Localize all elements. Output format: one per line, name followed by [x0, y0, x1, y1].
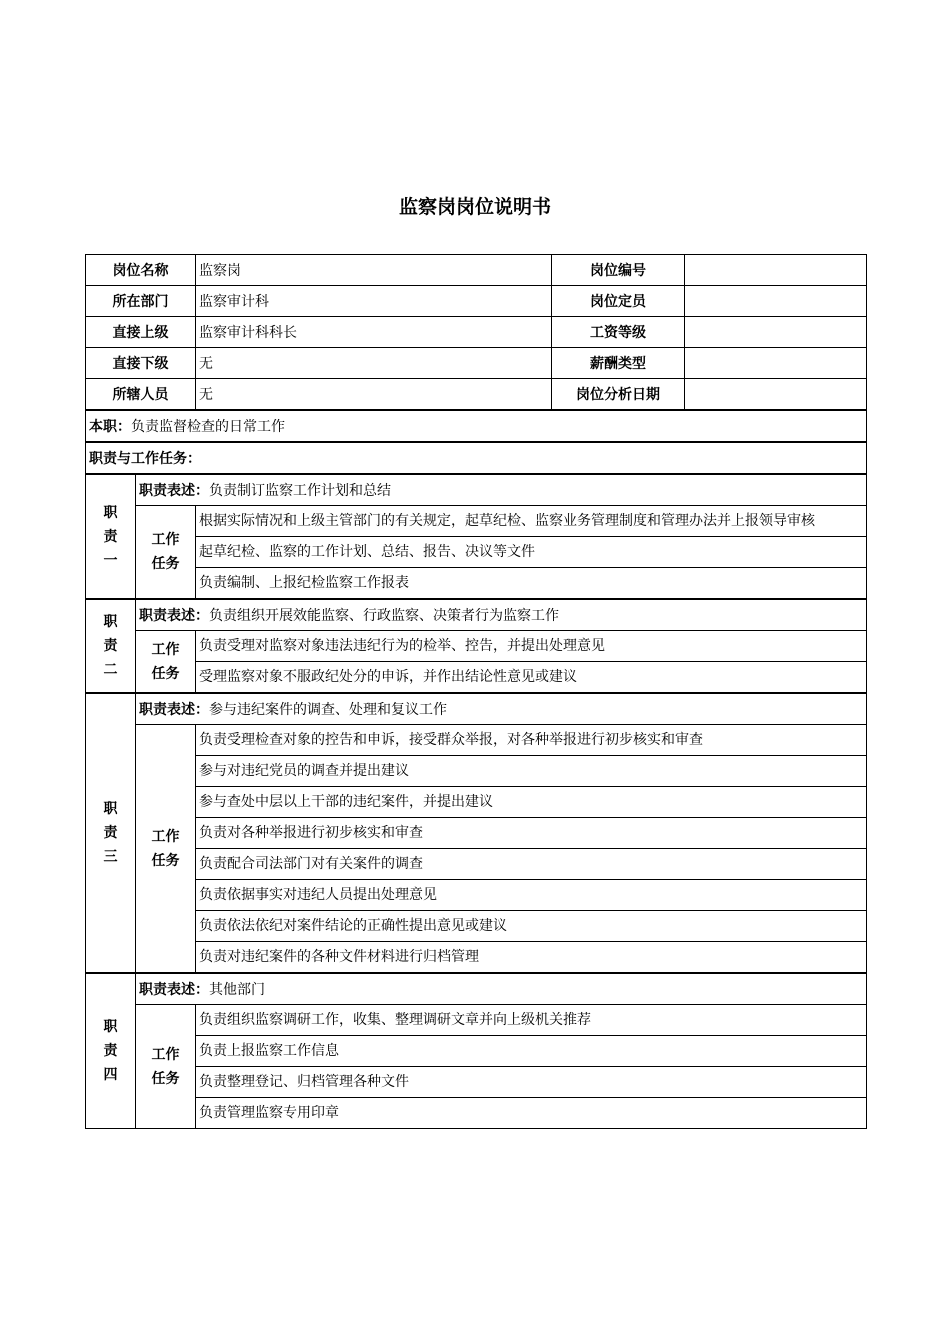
- duty-statement: [136, 474, 867, 506]
- info-value: [685, 348, 867, 379]
- task-item: 负责受理对监察对象违法违纪行为的检举、控告，并提出处理意见: [196, 631, 867, 662]
- task-item: 参与查处中层以上干部的违纪案件，并提出建议: [196, 787, 867, 818]
- info-value: 监察审计科: [196, 286, 552, 317]
- task-item: 负责受理检查对象的控告和申诉，接受群众举报，对各种举报进行初步核实和审查: [196, 725, 867, 756]
- duty-name-char: 职: [103, 1019, 118, 1035]
- info-value: [685, 317, 867, 348]
- info-value: 无: [196, 348, 552, 379]
- duties-header: 职责与工作任务：: [86, 442, 867, 474]
- info-value: 监察岗: [196, 255, 552, 286]
- task-label-line: 工作: [151, 532, 180, 548]
- task-item: 根据实际情况和上级主管部门的有关规定，起草纪检、监察业务管理制度和管理办法并上报领导审核: [196, 506, 867, 537]
- duty-name: [86, 973, 136, 1129]
- duty-name-char: 三: [103, 849, 118, 865]
- duty-name-char: 二: [103, 662, 118, 678]
- benzhi-cell: [86, 410, 867, 442]
- job-description-table: [85, 254, 867, 1129]
- duty-name-char: 责: [103, 528, 118, 545]
- duty-name: [86, 599, 136, 693]
- info-row: [86, 379, 867, 411]
- info-row: [86, 255, 867, 286]
- task-item: 参与对违纪党员的调查并提出建议: [196, 756, 867, 787]
- task-item: 负责上报监察工作信息: [196, 1036, 867, 1067]
- duty-name-char: 职: [103, 801, 118, 817]
- info-label: 岗位名称: [86, 255, 196, 286]
- task-item: 负责组织监察调研工作，收集、整理调研文章并向上级机关推荐: [196, 1005, 867, 1036]
- info-row: [86, 286, 867, 317]
- duty-name-char: 责: [103, 825, 118, 841]
- duty-name-char: 一: [103, 552, 118, 569]
- info-label: 直接下级: [86, 348, 196, 379]
- task-row: [86, 1098, 867, 1129]
- statement-label: 职责表述：: [139, 483, 209, 499]
- duties-header-row: [86, 442, 867, 474]
- task-label-line: 任务: [151, 556, 180, 572]
- task-label-line: 工作: [151, 1046, 180, 1063]
- task-row: [86, 537, 867, 568]
- task-row: [86, 1067, 867, 1098]
- info-value: [685, 255, 867, 286]
- task-item: 负责对各种举报进行初步核实和审查: [196, 818, 867, 849]
- task-item: 起草纪检、监察的工作计划、总结、报告、决议等文件: [196, 537, 867, 568]
- duty-name: [86, 693, 136, 973]
- task-row: [86, 942, 867, 974]
- task-item: 负责管理监察专用印章: [196, 1098, 867, 1129]
- info-value: [685, 379, 867, 411]
- duty-name-char: 职: [103, 614, 118, 630]
- statement-text: 负责制订监察工作计划和总结: [209, 483, 391, 499]
- info-label: 所在部门: [86, 286, 196, 317]
- task-row: [86, 818, 867, 849]
- document-title: 监察岗岗位说明书: [398, 196, 551, 218]
- info-label: 岗位分析日期: [552, 379, 685, 411]
- info-label: 薪酬类型: [552, 348, 685, 379]
- task-item: 受理监察对象不服政纪处分的申诉，并作出结论性意见或建议: [196, 662, 867, 694]
- task-item: 负责配合司法部门对有关案件的调查: [196, 849, 867, 880]
- duty-name-char: 四: [103, 1067, 118, 1083]
- task-label-line: 工作: [151, 641, 180, 658]
- task-label-line: 任务: [151, 852, 180, 869]
- info-value: 无: [196, 379, 552, 411]
- statement-label: 职责表述：: [139, 702, 209, 718]
- duty-name-char: 责: [103, 1043, 118, 1059]
- info-row: [86, 348, 867, 379]
- task-row: [86, 1036, 867, 1067]
- task-label: [136, 1005, 196, 1129]
- benzhi-row: [86, 410, 867, 442]
- task-row: [86, 756, 867, 787]
- info-label: 工资等级: [552, 317, 685, 348]
- statement-label: 职责表述：: [139, 608, 209, 624]
- info-row: [86, 317, 867, 348]
- task-row: [86, 849, 867, 880]
- duty-statement-row: [86, 973, 867, 1005]
- task-row: [86, 880, 867, 911]
- task-label: [136, 725, 196, 974]
- info-label: 直接上级: [86, 317, 196, 348]
- task-row: [86, 1005, 867, 1036]
- statement-label: 职责表述：: [139, 982, 209, 998]
- duty-statement: [136, 693, 867, 725]
- duty-statement: [136, 973, 867, 1005]
- task-label-line: 任务: [151, 1070, 180, 1087]
- task-label: [136, 631, 196, 694]
- task-row: [86, 787, 867, 818]
- benzhi-label: 本职：: [89, 419, 131, 435]
- task-row: [86, 568, 867, 600]
- info-value: [685, 286, 867, 317]
- task-item: 负责整理登记、归档管理各种文件: [196, 1067, 867, 1098]
- statement-text: 负责组织开展效能监察、行政监察、决策者行为监察工作: [209, 608, 559, 624]
- info-label: 所辖人员: [86, 379, 196, 411]
- task-label-line: 任务: [151, 665, 180, 682]
- task-label-line: 工作: [151, 828, 180, 845]
- task-label: [136, 506, 196, 600]
- benzhi-text: 负责监督检查的日常工作: [131, 419, 285, 435]
- task-row: [86, 662, 867, 694]
- task-item: 负责编制、上报纪检监察工作报表: [196, 568, 867, 600]
- duty-statement: [136, 599, 867, 631]
- duty-statement-row: [86, 474, 867, 506]
- duty-name: [86, 474, 136, 599]
- task-item: 负责依法依纪对案件结论的正确性提出意见或建议: [196, 911, 867, 942]
- info-label: 岗位定员: [552, 286, 685, 317]
- statement-text: 其他部门: [209, 982, 265, 998]
- duty-name-char: 责: [103, 638, 118, 654]
- info-value: 监察审计科科长: [196, 317, 552, 348]
- task-item: 负责依据事实对违纪人员提出处理意见: [196, 880, 867, 911]
- duty-name-char: 职: [103, 504, 118, 521]
- duty-statement-row: [86, 693, 867, 725]
- task-item: 负责对违纪案件的各种文件材料进行归档管理: [196, 942, 867, 974]
- statement-text: 参与违纪案件的调查、处理和复议工作: [209, 702, 447, 718]
- duty-statement-row: [86, 599, 867, 631]
- info-label: 岗位编号: [552, 255, 685, 286]
- task-row: [86, 631, 867, 662]
- task-row: [86, 506, 867, 537]
- task-row: [86, 725, 867, 756]
- task-row: [86, 911, 867, 942]
